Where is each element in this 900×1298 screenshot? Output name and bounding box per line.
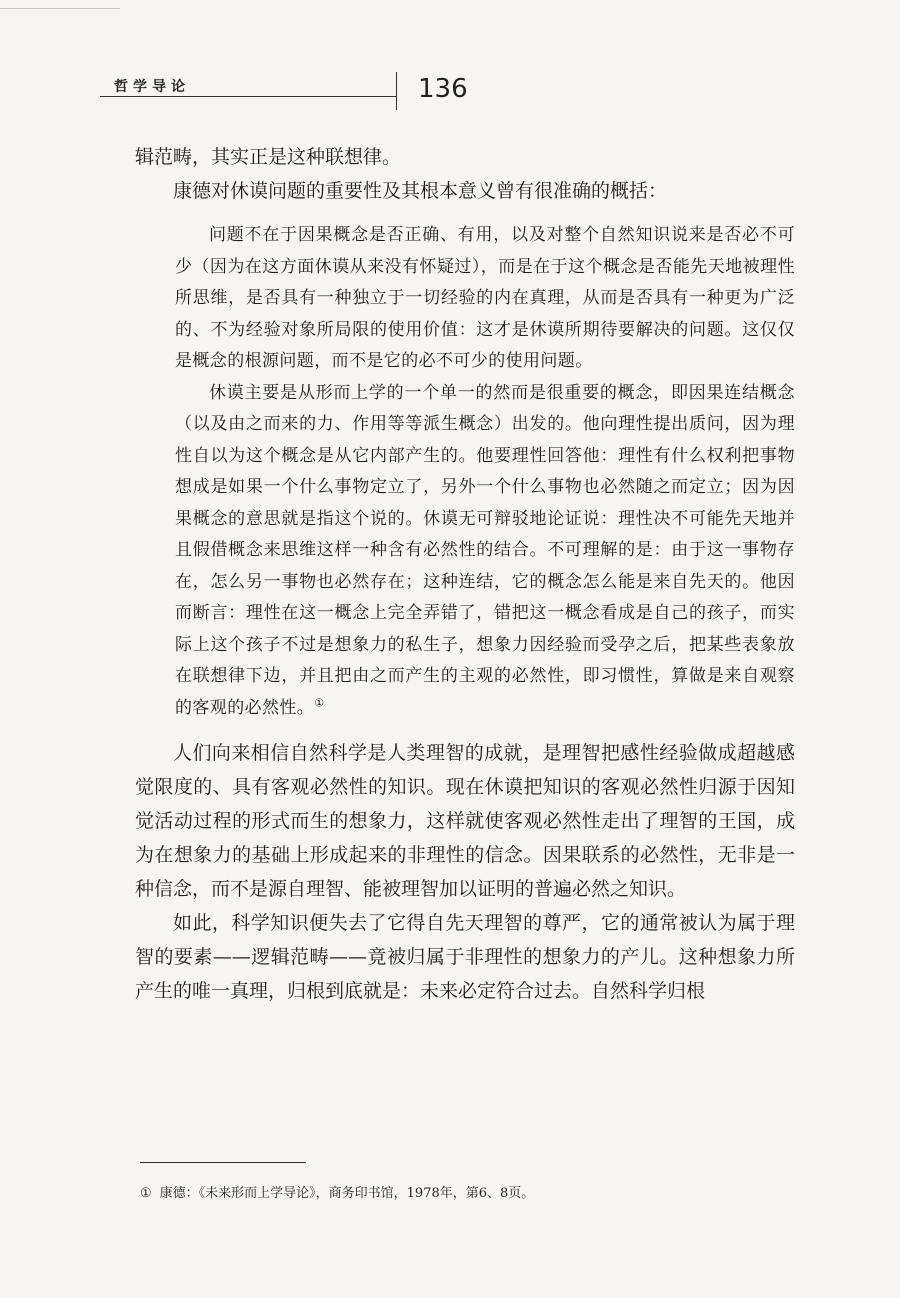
quote-paragraph-2-text: 休谟主要是从形而上学的一个单一的然而是很重要的概念，即因果连结概念（以及由之而来的力、作用等等派生概念）出发的。他向理性提出质问，因为理性自以为这个概念是从它内部产生的。他要理性回答他：理性有什么权利把事物想成是如果一个什么事物定立了，另外一个什么事物也必然随之而定立；因为因果概念的意思就是指这个说的。休谟无可辩驳地论证说：理性决不可能先天地并且假借概念来思维这样一种含有必然性的结合。不可理解的是：由于这一事物存在，怎么另一事物也必然存在；这种连结，它的概念怎么能是来自先天的。他因而断言：理性在这一概念上完全弄错了，错把这一概念看成是自己的孩子，而实际上这个孩子不过是想象力的私生子，想象力因经验而受孕之后，把某些表象放在联想律下边，并且把由之而产生的主观的必然性，即习惯性，算做是来自观察的客观的必然性。 — [175, 382, 795, 718]
paragraph-scientific-knowledge: 如此，科学知识便失去了它得自先天理智的尊严，它的通常被认为属于理智的要素——逻辑范畴——竟被归属于非理性的想象力的产儿。这种想象力所产生的唯一真理，归根到底就是：未来必定符合过去。自然科学归根 — [135, 912, 795, 1002]
quote-paragraph-2 — [175, 378, 795, 725]
paragraph-natural-science: 人们向来相信自然科学是人类理智的成就，是理智把感性经验做成超越感觉限度的、具有客观必然性的知识。现在休谟把知识的客观必然性归源于因知觉活动过程的形式而生的想象力，这样就使客观必然性走出了理智的王国，成为在想象力的基础上形成起来的非理性的信念。因果联系的必然性，无非是一种信念，而不是源自理智、能被理智加以证明的普遍必然之知识。 — [135, 742, 795, 900]
header-divider — [396, 72, 397, 110]
paragraph-intro-quote: 康德对休谟问题的重要性及其根本意义曾有很准确的概括： — [173, 180, 668, 202]
footnote-text: 康德：《未来形而上学导论》，商务印书馆，1978年，第6、8页。 — [159, 1186, 535, 1201]
footnote — [140, 1184, 800, 1204]
header-title: 哲学导论 — [114, 79, 190, 95]
footnote-rule — [140, 1162, 306, 1163]
header-rule — [100, 96, 396, 97]
quote-paragraph-1: 问题不在于因果概念是否正确、有用，以及对整个自然知识说来是否必不可少（因为在这方面休谟从来没有怀疑过），而是在于这个概念是否能先天地被理性所思维，是否具有一种独立于一切经验的内在真理，从而是否具有一种更为广泛的、不为经验对象所局限的使用价值：这才是休谟所期待要解决的问题。这仅仅是概念的根源问题，而不是它的必不可少的使用问题。 — [175, 225, 795, 371]
paragraph-continued: 辑范畴，其实正是这种联想律。 — [135, 146, 402, 168]
running-header — [88, 72, 488, 112]
page-number: 136 — [418, 74, 468, 104]
main-text — [135, 140, 795, 1008]
scan-edge-line — [0, 8, 120, 9]
footnote-reference[interactable]: ① — [314, 695, 325, 709]
footnote-marker: ① — [140, 1186, 152, 1201]
block-quote — [175, 220, 795, 724]
